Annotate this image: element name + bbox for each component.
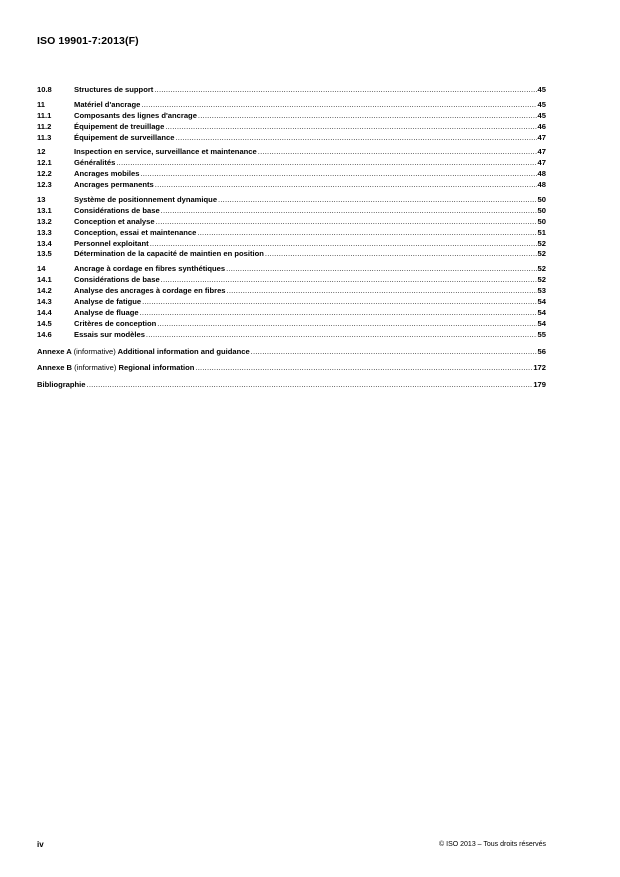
toc-entry-14-3[interactable] — [37, 297, 546, 308]
bibliography-title: Bibliographie — [37, 380, 86, 390]
toc-entry-title: Considérations de base — [74, 275, 160, 285]
copyright-notice: © ISO 2013 – Tous droits réservés — [439, 841, 546, 848]
toc-entry-14-1[interactable] — [37, 275, 546, 286]
toc-entry-title: Analyse de fatigue — [74, 297, 142, 307]
toc-entry-number: 11.1 — [37, 110, 52, 120]
toc-entry-page: 179 — [533, 380, 546, 390]
table-of-contents — [37, 85, 546, 391]
toc-entry-number: 14.5 — [37, 318, 52, 328]
toc-entry-title: Critères de conception — [74, 318, 157, 328]
toc-entry-11-2[interactable] — [37, 122, 546, 133]
toc-entry-13-1[interactable] — [37, 206, 546, 217]
toc-entry-number: 13.2 — [37, 216, 52, 226]
toc-entry-14-6[interactable] — [37, 330, 546, 341]
toc-entry-title: Équipement de treuillage — [74, 121, 165, 131]
dot-leader — [142, 297, 536, 308]
toc-entry-page: 54 — [537, 297, 546, 307]
toc-entry-page: 54 — [537, 307, 546, 317]
annex-heading: Additional information and guidance — [117, 346, 250, 356]
dot-leader — [161, 206, 537, 217]
dot-leader — [141, 100, 536, 111]
toc-entry-page: 53 — [537, 286, 546, 296]
toc-entry-page: 45 — [537, 110, 546, 120]
toc-entry-12-1[interactable] — [37, 158, 546, 169]
toc-entry-page: 52 — [537, 275, 546, 285]
toc-entry-12-3[interactable] — [37, 180, 546, 191]
toc-entry-title: Système de positionnement dynamique — [74, 195, 218, 205]
toc-entry-number: 12.2 — [37, 169, 52, 179]
toc-entry-number: 13.5 — [37, 249, 52, 259]
toc-entry-11[interactable] — [37, 100, 546, 111]
toc-entry-annex-b[interactable] — [37, 363, 546, 374]
toc-entry-title: Ancrages mobiles — [74, 169, 140, 179]
toc-entry-number: 12 — [37, 147, 46, 157]
dot-leader — [156, 217, 537, 228]
toc-entry-title: Considérations de base — [74, 205, 160, 215]
toc-entry-number: 14.6 — [37, 329, 52, 339]
toc-entry-page: 46 — [537, 121, 546, 131]
toc-entry-number: 14.2 — [37, 286, 52, 296]
dot-leader — [251, 347, 537, 358]
toc-entry-14-4[interactable] — [37, 308, 546, 319]
toc-entry-13-4[interactable] — [37, 239, 546, 250]
toc-entry-page: 45 — [537, 85, 546, 94]
toc-entry-number: 13.3 — [37, 227, 52, 237]
toc-entry-page: 50 — [537, 205, 546, 215]
toc-entry-title: Conception et analyse — [74, 216, 155, 226]
dot-leader — [146, 330, 537, 341]
dot-leader — [258, 147, 537, 158]
toc-entry-14-2[interactable] — [37, 286, 546, 297]
dot-leader — [116, 158, 536, 169]
toc-entry-13-5[interactable] — [37, 249, 546, 260]
toc-entry-page: 47 — [537, 158, 546, 168]
dot-leader — [175, 133, 536, 144]
page-number: iv — [37, 840, 44, 849]
toc-entry-number: 10.8 — [37, 85, 52, 94]
toc-entry-13-2[interactable] — [37, 217, 546, 228]
toc-entry-12[interactable] — [37, 147, 546, 158]
toc-entry-14[interactable] — [37, 264, 546, 275]
toc-entry-number: 12.1 — [37, 158, 52, 168]
toc-entry-14-5[interactable] — [37, 319, 546, 330]
toc-entry-page: 52 — [537, 238, 546, 248]
toc-entry-number: 13.4 — [37, 238, 52, 248]
toc-entry-number: 14.4 — [37, 307, 52, 317]
dot-leader — [140, 308, 537, 319]
toc-entry-page: 52 — [537, 249, 546, 259]
annex-title — [37, 347, 250, 358]
dot-leader — [157, 319, 536, 330]
dot-leader — [226, 264, 536, 275]
toc-entry-page: 47 — [537, 132, 546, 142]
toc-entry-page: 56 — [537, 346, 546, 356]
toc-entry-title: Essais sur modèles — [74, 329, 145, 339]
dot-leader — [161, 275, 537, 286]
toc-entry-title: Ancrages permanents — [74, 180, 154, 190]
toc-entry-title: Personnel exploitant — [74, 238, 149, 248]
annex-title — [37, 363, 194, 374]
toc-entry-11-3[interactable] — [37, 133, 546, 144]
toc-entry-11-1[interactable] — [37, 111, 546, 122]
toc-entry-title: Conception, essai et maintenance — [74, 227, 197, 237]
toc-entry-number: 11.2 — [37, 121, 52, 131]
toc-entry-page: 52 — [537, 264, 546, 274]
toc-entry-annex-a[interactable] — [37, 347, 546, 358]
toc-entry-13[interactable] — [37, 195, 546, 206]
dot-leader — [198, 111, 537, 122]
dot-leader — [227, 286, 537, 297]
toc-entry-title: Analyse de fluage — [74, 307, 139, 317]
toc-entry-page: 54 — [537, 318, 546, 328]
toc-entry-page: 50 — [537, 216, 546, 226]
annex-heading: Regional information — [118, 363, 195, 373]
toc-entry-page: 172 — [533, 363, 546, 373]
toc-entry-title: Ancrage à cordage en fibres synthétiques — [74, 264, 226, 274]
toc-entry-title: Généralités — [74, 158, 116, 168]
toc-entry-title: Inspection en service, surveillance et maintenance — [74, 147, 257, 157]
toc-entry-number: 14 — [37, 264, 46, 274]
toc-entry-number: 11 — [37, 99, 46, 109]
annex-type: (informative) — [73, 346, 116, 356]
toc-entry-page: 48 — [537, 180, 546, 190]
toc-entry-number: 11.3 — [37, 132, 52, 142]
toc-entry-10-8[interactable] — [37, 85, 546, 96]
toc-entry-title: Équipement de surveillance — [74, 132, 175, 142]
dot-leader — [197, 228, 536, 239]
dot-leader — [155, 180, 537, 191]
toc-entry-12-2[interactable] — [37, 169, 546, 180]
dot-leader — [195, 363, 532, 374]
toc-entry-number: 13.1 — [37, 205, 52, 215]
dot-leader — [87, 380, 533, 391]
dot-leader — [218, 195, 537, 206]
toc-entry-number: 12.3 — [37, 180, 52, 190]
toc-entry-page: 55 — [537, 329, 546, 339]
document-header: ISO 19901-7:2013(F) — [37, 35, 139, 47]
dot-leader — [140, 169, 536, 180]
annex-label: Annexe A — [37, 346, 72, 356]
dot-leader — [150, 239, 537, 250]
toc-entry-bibliography[interactable] — [37, 380, 546, 391]
toc-entry-number: 14.1 — [37, 275, 52, 285]
toc-entry-title: Matériel d'ancrage — [74, 99, 141, 109]
toc-entry-title: Composants des lignes d'ancrage — [74, 110, 197, 120]
toc-entry-page: 47 — [537, 147, 546, 157]
dot-leader — [165, 122, 536, 133]
toc-entry-13-3[interactable] — [37, 228, 546, 239]
annex-type: (informative) — [74, 363, 117, 373]
dot-leader — [265, 249, 537, 260]
dot-leader — [154, 85, 536, 96]
toc-entry-title: Détermination de la capacité de maintien en position — [74, 249, 264, 259]
toc-entry-number: 13 — [37, 195, 46, 205]
toc-entry-title: Analyse des ancrages à cordage en fibres — [74, 286, 226, 296]
toc-entry-page: 50 — [537, 195, 546, 205]
toc-entry-title: Structures de support — [74, 85, 154, 94]
annex-label: Annexe B — [37, 363, 73, 373]
toc-entry-page: 51 — [537, 227, 546, 237]
toc-entry-page: 48 — [537, 169, 546, 179]
toc-entry-page: 45 — [537, 99, 546, 109]
toc-entry-number: 14.3 — [37, 297, 52, 307]
